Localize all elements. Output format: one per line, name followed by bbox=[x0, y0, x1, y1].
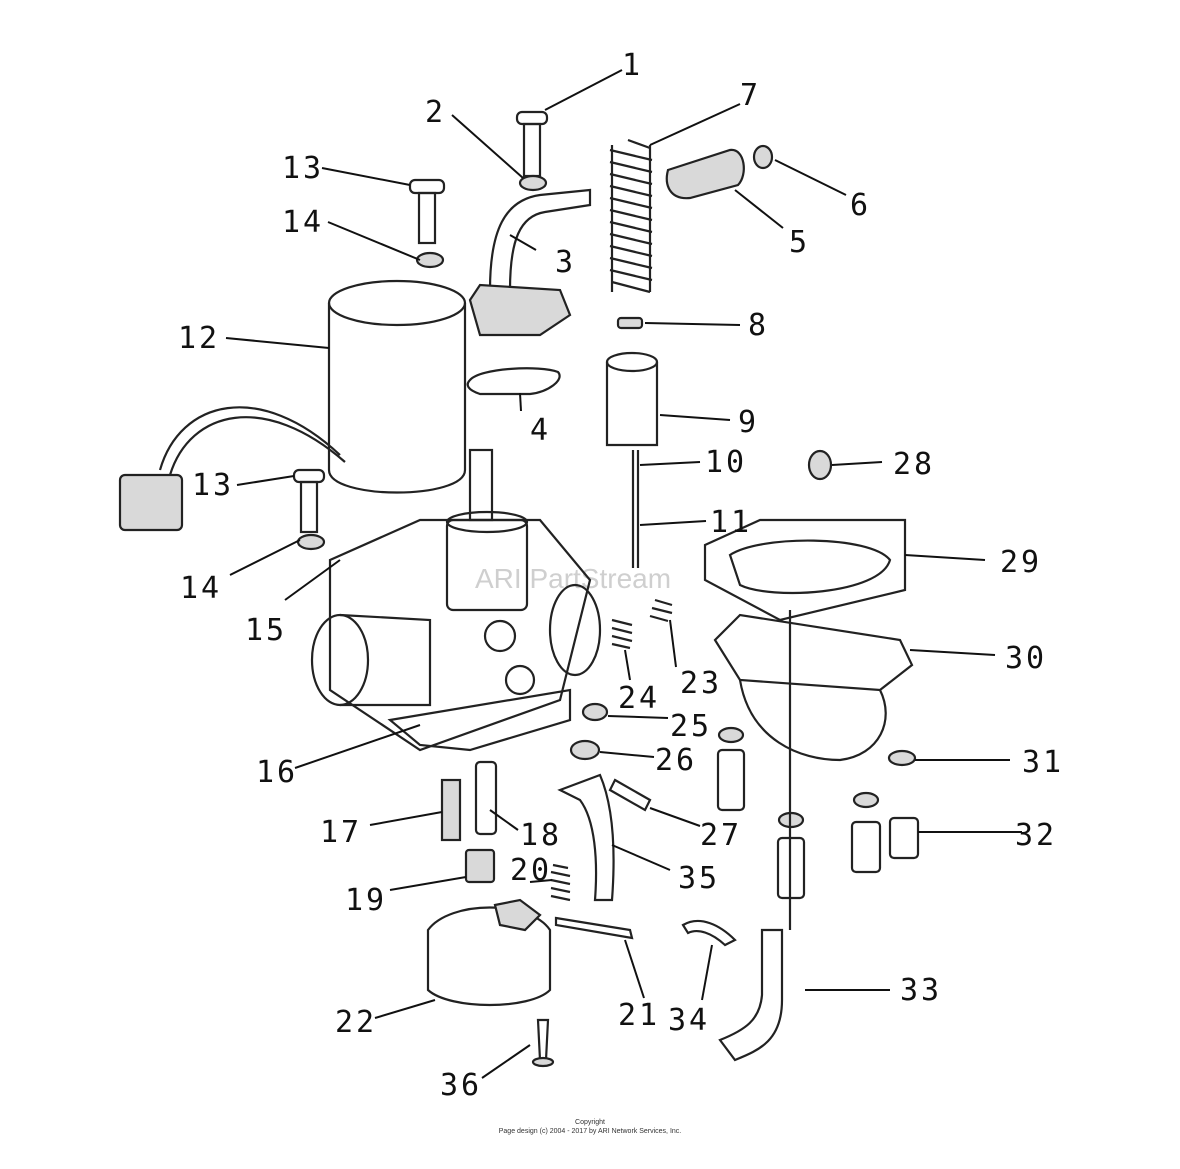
part-36-screw bbox=[533, 1020, 553, 1066]
callout-27: 27 bbox=[700, 818, 743, 853]
part-22-float bbox=[428, 900, 550, 1005]
part-23-spring bbox=[650, 600, 672, 621]
callout-17: 17 bbox=[320, 815, 363, 850]
part-26-screw bbox=[571, 741, 599, 759]
callout-25: 25 bbox=[670, 709, 713, 744]
callout-5: 5 bbox=[789, 225, 811, 260]
callout-23: 23 bbox=[680, 666, 723, 701]
part-9-throttle-slide bbox=[607, 353, 657, 445]
callout-32: 32 bbox=[1015, 818, 1058, 853]
part-2-washer bbox=[520, 176, 546, 190]
callout-2: 2 bbox=[425, 95, 447, 130]
part-7-spring bbox=[610, 140, 652, 292]
part-18-needle-jet bbox=[476, 762, 496, 834]
part-12-choke-solenoid bbox=[120, 281, 465, 530]
copyright-line-2: Page design (c) 2004 - 2017 by ARI Network Services, Inc. bbox=[498, 1128, 682, 1135]
copyright-footer bbox=[0, 1118, 1180, 1136]
callout-7: 7 bbox=[740, 78, 762, 113]
part-13-bolt-left bbox=[294, 470, 324, 532]
watermark: ARI PartStream bbox=[475, 563, 672, 594]
part-31-washer bbox=[889, 751, 915, 765]
callout-29: 29 bbox=[1000, 545, 1043, 580]
callout-11: 11 bbox=[710, 505, 753, 540]
part-25-screw bbox=[583, 704, 607, 720]
callout-19: 19 bbox=[345, 883, 388, 918]
part-34-hose-clip bbox=[683, 921, 735, 945]
callout-3: 3 bbox=[555, 245, 577, 280]
part-19-main-jet bbox=[466, 850, 494, 882]
part-8-clip bbox=[618, 318, 642, 328]
callout-28: 28 bbox=[893, 447, 936, 482]
part-16-carburetor-body bbox=[312, 450, 600, 750]
callout-14-left: 14 bbox=[180, 571, 223, 606]
callout-36: 36 bbox=[440, 1068, 483, 1103]
callout-9: 9 bbox=[738, 405, 760, 440]
part-30-float-bowl bbox=[715, 615, 912, 760]
callout-21: 21 bbox=[618, 998, 661, 1033]
part-10-11-needle bbox=[633, 450, 638, 568]
callout-20: 20 bbox=[510, 853, 553, 888]
part-14-washer-left bbox=[298, 535, 324, 549]
part-6-nut bbox=[754, 146, 772, 168]
callout-22: 22 bbox=[335, 1005, 378, 1040]
callout-15: 15 bbox=[245, 613, 288, 648]
callout-6: 6 bbox=[850, 188, 872, 223]
callout-31: 31 bbox=[1022, 745, 1065, 780]
callout-18: 18 bbox=[520, 818, 563, 853]
callout-34: 34 bbox=[668, 1003, 711, 1038]
part-32-screws bbox=[852, 793, 918, 872]
part-35-vent-hose bbox=[560, 775, 614, 900]
callout-14-top: 14 bbox=[282, 205, 325, 240]
callout-33: 33 bbox=[900, 973, 943, 1008]
callout-30: 30 bbox=[1005, 641, 1048, 676]
part-13-bolt-top bbox=[410, 180, 444, 243]
part-5-boot bbox=[667, 150, 744, 198]
part-bowl-screws bbox=[718, 610, 804, 930]
callout-8: 8 bbox=[748, 308, 770, 343]
callout-35: 35 bbox=[678, 861, 721, 896]
callout-13-top: 13 bbox=[282, 151, 325, 186]
callout-13-left: 13 bbox=[192, 468, 235, 503]
callout-4: 4 bbox=[530, 413, 552, 448]
part-24-spring bbox=[612, 620, 632, 648]
part-33-drain-hose bbox=[720, 930, 782, 1060]
callout-26: 26 bbox=[655, 743, 698, 778]
callout-10: 10 bbox=[705, 445, 748, 480]
part-27-screw bbox=[610, 780, 650, 810]
part-1-bolt bbox=[517, 112, 547, 176]
callout-1: 1 bbox=[622, 48, 644, 83]
copyright-line-1: Copyright bbox=[575, 1119, 605, 1126]
part-20-spring bbox=[551, 865, 570, 900]
callout-16: 16 bbox=[256, 755, 299, 790]
part-17-jet bbox=[442, 780, 460, 840]
part-21-float-pin bbox=[556, 918, 632, 938]
part-28-nut bbox=[809, 451, 831, 479]
callout-24: 24 bbox=[618, 681, 661, 716]
callout-12: 12 bbox=[178, 321, 221, 356]
part-4-gasket bbox=[468, 368, 560, 394]
part-14-washer-top bbox=[417, 253, 443, 267]
